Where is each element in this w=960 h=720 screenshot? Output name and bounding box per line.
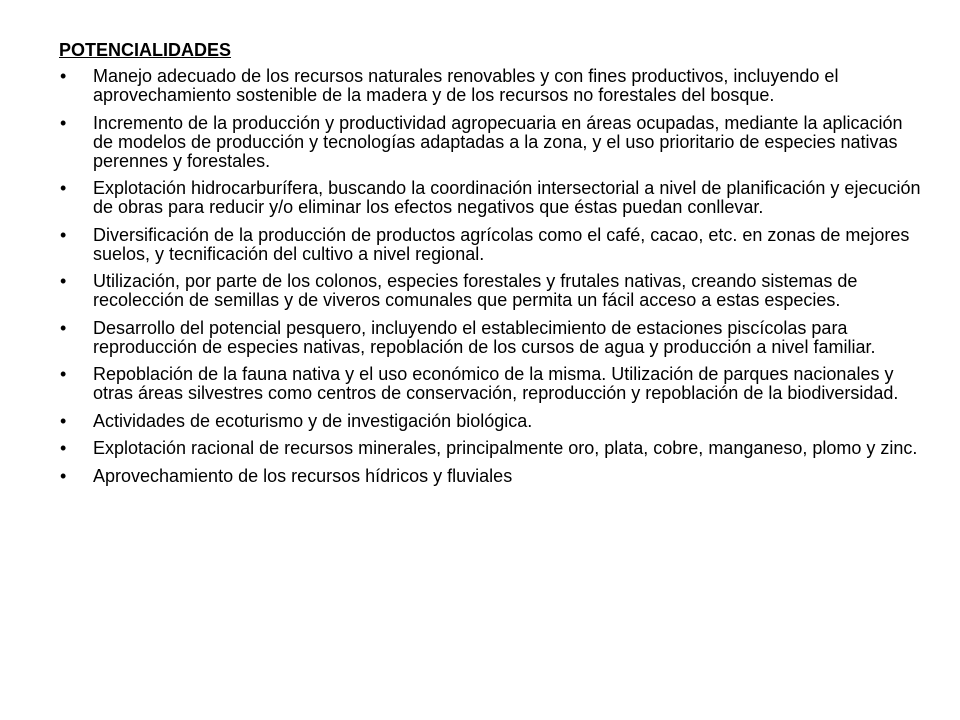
list-item-text: Desarrollo del potencial pesquero, incluyendo el establecimiento de estaciones piscícolas para reproducción de especies nativas, repoblación de los cursos de agua y producción a nivel familiar. [93,317,876,357]
section-heading: POTENCIALIDADES [59,40,232,60]
list-item [59,439,921,458]
bullet-icon: • [60,410,67,431]
bullet-icon: • [60,178,67,198]
list-item [59,365,921,403]
list-item [59,114,921,171]
bullet-icon: • [60,317,67,338]
bullet-icon: • [60,224,67,245]
list-item-text: Manejo adecuado de los recursos naturales renovables y con fines productivos, incluyendo el aprovechamiento sostenible de la madera y de los recursos no forestales del bosque. [93,66,839,105]
list-item-text: Incremento de la producción y productividad agropecuaria en áreas ocupadas, mediante la aplicación de modelos de producción y tecnologías adaptadas a la zona, y el uso prioritario de especies nativas perennes y forestales. [93,112,903,171]
bullet-icon: • [60,438,67,458]
list-item-text: Utilización, por parte de los colonos, especies forestales y frutales nativas, creando sistemas de recolección de semillas y de viveros comunales que permita un fácil acceso a estas especies. [93,271,858,310]
list-item [59,272,921,310]
list-item [59,67,921,105]
list-item [59,412,921,431]
list-item [59,226,921,264]
list-item-text: Actividades de ecoturismo y de investigación biológica. [93,410,533,431]
list-item-text: Repoblación de la fauna nativa y el uso económico de la misma. Utilización de parques nacionales y otras áreas silvestres como centros de conservación, reproducción y repoblación de la biodiversidad. [93,364,899,403]
bullet-icon: • [60,66,67,86]
slide-content [59,40,921,494]
bullet-icon: • [60,465,67,486]
bullet-icon: • [60,364,67,384]
bullet-icon: • [60,271,67,291]
bullet-icon: • [60,112,67,133]
list-item-text: Explotación hidrocarburífera, buscando la coordinación intersectorial a nivel de planificación y ejecución de obras para reducir y/o eliminar los efectos negativos que éstas puedan conllevar. [93,178,921,217]
list-item-text: Diversificación de la producción de productos agrícolas como el café, cacao, etc. en zonas de mejores suelos, y tecnificación del cultivo a nivel regional. [93,224,910,264]
bullet-list [59,67,921,486]
list-item [59,319,921,357]
list-item-text: Explotación racional de recursos minerales, principalmente oro, plata, cobre, manganeso, plomo y zinc. [93,438,918,458]
list-item-text: Aprovechamiento de los recursos hídricos y fluviales [93,465,513,486]
list-item [59,179,921,217]
list-item [59,467,921,486]
